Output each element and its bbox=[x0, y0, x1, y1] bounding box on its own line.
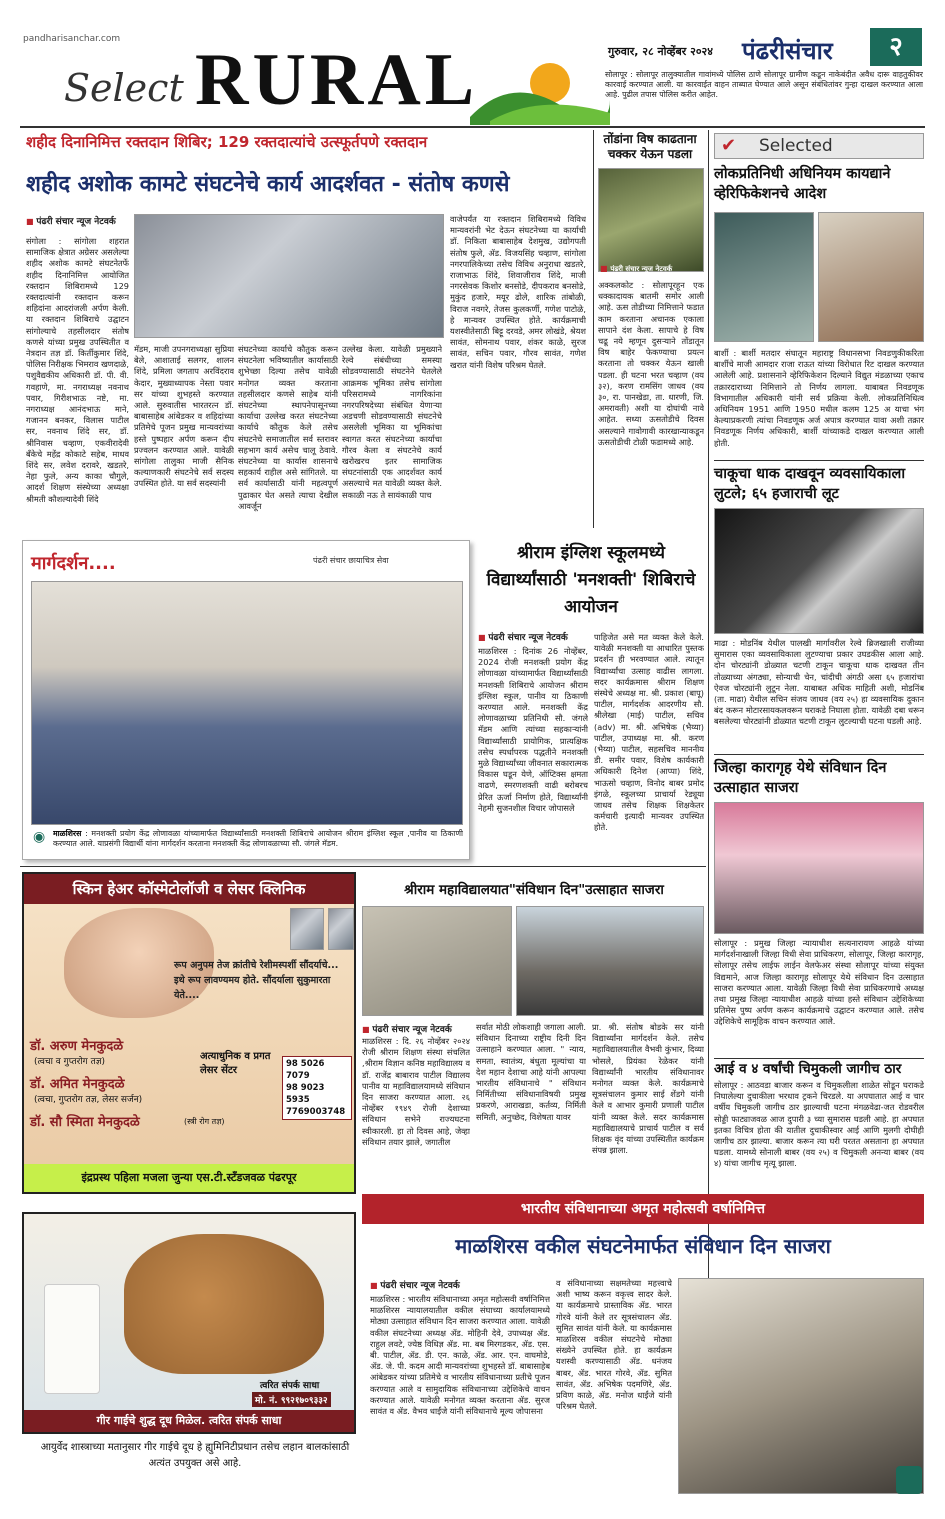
doctor-photo-2 bbox=[328, 908, 354, 950]
lawyers-byline: ■ पंढरी संचार न्यूज नेटवर्क bbox=[370, 1278, 460, 1291]
lawyers-col-2: व संविधानाच्या सक्षमतेच्या महत्त्वाचे अशी भाष्य करून वकृत्त्व सादर केले. या कार्यक्रमाचे प्रास्ताविक ॲड. भारत गोरवे यांनी केले तर सूत्रसंचालन ॲड. सुमित सावंत यांनी केले. या कार्यक्रमास माळशिरस वकील संघटनेचे मोठ्या संख्येने उपस्थित होते. हा कार्यक्रम यशस्वी करण्यासाठी ॲड. धनंजय बाबर, ॲड. भारत गोरवे, ॲड. सुमित सावंत, ॲड. अभिषेक पदमणिरे, ॲड. प्रविण काळे, ॲड. मनोज धाईंजे यांनी परिश्रम घेतले. bbox=[556, 1278, 672, 1412]
snake-caption: ■ पंढरी संचार न्यूज नेटवर्क bbox=[600, 264, 672, 274]
rule-r3 bbox=[714, 1058, 924, 1059]
milk-contact: त्वरित संपर्क साधा bbox=[260, 1381, 320, 1391]
selected-body: बार्शी : बार्शी मतदार संघातून महाराष्ट्र विधानसभा निवडणुकीकरिता बार्शीचे माजी आमदार राजा राऊत यांच्या विरोधात रिट दाखल करण्यात आलेली आहे. प्रशासनाने व्हेरिफिकेशन दिल्याने विद्युत मंडळाच्या एकाच तक्रारदाराच्या निमित्ताने तो निर्णय लागला. याबाबत निवडणूक विभागातील अधिकारी यांनी सर्व प्रक्रिया केली. लोकप्रतिनिधित्व अधिनियम 1951 आणि 1950 मधील कलम 125 अ याचा भंग केल्याप्रकरणी त्यांचा निवडणूक अर्ज अपात्र करण्यात यावा अशी तक्रार निवडणूक निर्णय अधिकारी, बार्शी यांच्याकडे दाखल करण्यात आली होती. bbox=[714, 348, 924, 448]
margdarshan-caption: माळशिरस : मनशक्ती प्रयोग केंद्र लोणावळा यांच्यामार्फत विद्यार्थ्यांसाठी मनशक्ती शिबिराचे आयोजन श्रीराम इंग्लिश स्कूल ,पानीव या ठिकाणी करण्यात आले. याप्रसंगी विद्यार्थी यांना मार्गदर्शन करताना मनशक्ती केंद्र लोणावळाच्या सौ. जंगले मॅडम. bbox=[53, 829, 463, 848]
shriram-headline: श्रीराम इंग्लिश स्कूलमध्ये विद्यार्थ्यांसाठी 'मनशक्ती' शिबिराचे आयोजन bbox=[486, 543, 696, 617]
lead-col-1: संगोला : सांगोला शहरात सामाजिक क्षेत्रात अग्रेसर असलेल्या शहीद अशोक कामटे संघटनेतर्फे शहीद दिनानिमित्त आयोजित रक्तदान शिबिरामध्ये 129 रक्तदात्यांनी रक्तदान करून शहिदांना आदरांजली अर्पण केली. या रक्तदान शिबिराचे उद्घाटन सांगोल्याचे तहसीलदार संतोष कणसे यांच्या प्रमुख उपस्थितीत व नेत्रदान तज्ञ डॉ. किर्तीकुमार शिंदे, पोलिस निरीक्षक भिमराव खणदाळे, पशुवैद्यकीय अधिकारी डॉ. पी. वी. गवहाणे, मा. नगराध्यक्ष नवनाथ पवार, गिरीशभाऊ नष्टे, मा. नगराध्यक्ष आनंदभाऊ माने, गजानन बनकर, विलास पाटील सर, नवनाथ शिंदे सर, डॉ. श्रीनिवास चव्हाण, एकवीरादेवी बँकेचे महेंद्र कोकाटे सहेब, माधव शिंदे सर, लवेश दरावरे, खडतरे, नेहा फुले, अन्य काका चौगुले, आदर्श शिक्षण संस्थेच्या अध्यक्षा श्रीमती कौशल्यादेवी शिंदे bbox=[26, 236, 129, 504]
robbery-body: माढा : मोडनिंब येथील पालखी मार्गावरील रेल्वे ब्रिजखाली राजीव्या सुमारास एका व्यवसायिकाला लुटण्याचा प्रकार उघडकीस आला आहे. दोन चोरट्यांनी डोळ्यात चटणी टाकून चाकूचा धाक दाखवत तीन तोळ्याच्या अंगठ्या, सोन्याची चेन, चांदीची अंगठी असा ६५ हजारांचा ऐवज चोरट्यांनी लुटून नेला. याबाबत अधिक माहिती अशी, मोडनिंब (ता. माढा) येथील सचिन संजय जाधव (वय २५) हा व्यवसायिक दुकान बंद करून मोटारसायकलवरून घराकडे निघाला होता. यावेळी दबा धरून बसलेल्या चोरट्यांनी डोळ्यात चटणी टाकून लुटल्याची घटना घडली आहे. bbox=[714, 638, 924, 727]
selected-headline: लोकप्रतिनिधी अधिनियम कायद्याने व्हेरिफिकेशनचे आदेश bbox=[714, 166, 891, 202]
clinic-ad[interactable] bbox=[22, 872, 356, 1194]
doctor-2-name: डॉ. अमित मेनकुदळे bbox=[30, 1077, 125, 1092]
doctor-3-spec: (स्त्री रोग तज्ञ) bbox=[184, 1117, 225, 1126]
jail-headline: जिल्हा कारागृह येथे संविधान दिन उत्साहात साजरा bbox=[714, 760, 887, 796]
phone-2[interactable]: 98 9023 5935 bbox=[286, 1083, 325, 1105]
college-col-1: माळशिरस : दि. २६ नोव्हेंबर २०२४ रोजी श्रीराम शिक्षण संस्था संचलित ,श्रीराम विज्ञान कनिष्ठ महाविद्यालय व डॉ. राजेंद्र बाबाराव पाटील विद्यालय पानीव या महाविद्यालयामध्ये संविधान दिन साजरा करण्यात आला. २६ नोव्हेंबर १९४९ रोजी देशाच्या संविधान सभेने राज्यघटना स्वीकारली. हा तो दिवस आहे, जेव्हा संविधान तयार झाले, जगातील bbox=[362, 1036, 470, 1147]
lead-headline: शहीद अशोक कामटे संघटनेचे कार्य आदर्शवत - संतोष कणसे bbox=[26, 172, 510, 197]
rule-r1 bbox=[714, 460, 924, 461]
rule-r2 bbox=[714, 754, 924, 755]
doctor-3-name: डॉ. सौ स्मिता मेनकुदळे bbox=[30, 1115, 140, 1130]
doctor-1-spec: (त्वचा व गुप्तरोग तज्ञ) bbox=[34, 1057, 105, 1067]
lead-byline: ■ पंढरी संचार न्यूज नेटवर्क bbox=[26, 214, 116, 227]
site-url[interactable]: pandharisanchar.com bbox=[23, 34, 121, 44]
lead-col-4: उल्लेख केला. यावेळी प्रमुख्याने रेल्वे संबंधीच्या समस्या सोडवण्यासाठी संघटनेने घेतलेले आक्रमक भूमिका तसेच सांगोला परिसरामध्ये नागरिकांना नगरपरिषदेच्या संबंधित येणार्‍या अडचणी सोडवण्यासाठी संघटनेचे असलेली भूमिका या भूमिकांचा स्वागत करत संघटनेच्या कार्याचा गौरव केला व संघटनेचे कार्य खरोखरच इतर सामाजिक संघटनांसाठी एक आदर्शवत कार्य असल्याचे मत यावेळी व्यक्त केले. सकाळी नऊ ते सायंकाळी पाच bbox=[342, 344, 442, 500]
college-photo-2[interactable] bbox=[516, 906, 704, 1016]
clinic-title: स्किन हेअर कॉस्मेटोलॉजी व लेसर क्लिनिक bbox=[24, 874, 354, 904]
jail-body: सोलापूर : प्रमुख जिल्हा न्यायाधीश सत्यनारायण आहळे यांच्या मार्गदर्शनाखाली जिल्हा विधी सेवा प्राधिकरण, सोलापूर, जिल्हा कारागृह, सोलापूर तसेच लाईफ लाईन वेलफेअर संस्था सोलापूर यांच्या संयुक्त विद्यमाने, आज जिल्हा कारागृह सोलापूर येथे संविधान दिन उत्साहात साजरा करण्यात आला. यावेळी जिल्हा विधी सेवा प्राधिकरणाचे अध्यक्ष तथा प्रमुख जिल्हा न्यायाधीश आहळे यांच्या हस्ते संविधान उद्देशिकेच्या प्रतिमेस पुष्प अर्पण करून कार्यक्रमाचे उद्घाटन करण्यात आले. तसेच उद्देशिकेचे सामूहिक वाचन करण्यात आले. bbox=[714, 938, 924, 1027]
lawyers-col-1: माळशिरस : भारतीय संविधानाच्या अमृत महोत्सवी वर्षानिमित्त माळशिरस न्यायालयातील वकील संघाच्या कार्यालयामध्ये मोठ्या उत्साहात संविधान दिन साजरा करण्यात आला. यावेळी वकील संघटनेच्या अध्यक्ष ॲड. मोहिनी देवे, उपाध्यक्ष ॲड. राहुल लवटे, ज्येष्ठ विधिज्ञ ॲड. मा. बब मिरगडकर, ॲड. एस. बी. पाटील, ॲड. डी. एन. काळे, ॲड. आर. एन. वाघमोडे, ॲड. जे. पी. कदम आदी मान्यवरांच्या शुभहस्ते डॉ. बाबासाहेब आंबेडकर यांच्या प्रतिमेचे व भारतीय संविधानाच्या प्रतीचे पूजन करण्यात आले व सामुदायिक संविधानाच्या उद्देशिकेचे वाचन करण्यात आले. यावेळी मनोगत व्यक्त करताना ॲड. सुरज सावंत व ॲड. वैभव धाईंजे यांनी संविधानाचे मूल्य जोपासना bbox=[370, 1294, 550, 1417]
robbery-photo[interactable] bbox=[714, 508, 924, 634]
child-body: सोलापूर : आठवडा बाजार करून व चिमुकलीला शाळेत सोडून घराकडे निघालेल्या दुचाकीला भरधाव ट्रकने चिरडले. या अपघातात आई व चार वर्षीय चिमुकली जागीच ठार झाल्याची घटना मंगळवेढा-जत रोडवरील सोड्डी फाट्याजवळ आज दुपारी ३ च्या सुमारास घडली आहे. हा अपघात इतका विचित्र होता की यातील दुचाकीस्वार आई आणि मुलगी दोघीही जागीच ठार झाल्या. बाजार करून त्या घरी परतत असताना हा अपघात घडला. यामध्ये सोनाली बाबर (वय २५) व चिमुकली अनन्या बाबर (वय ४) यांचा जागीच मृत्यू झाला. bbox=[714, 1080, 924, 1169]
lawyers-photo[interactable] bbox=[678, 1278, 924, 1494]
margdarshan-caption-text: मनशक्ती प्रयोग केंद्र लोणावळा यांच्यामार्फत विद्यार्थ्यांसाठी मनशक्ती शिबिराचे आयोजन श्रीराम इंग्लिश स्कूल ,पानीव या ठिकाणी करण्यात आले. याप्रसंगी विद्यार्थी यांना मार्गदर्शन करताना मनशक्ती केंद्र लोणावळाच्या सौ. जंगले मॅडम. bbox=[53, 829, 463, 848]
milk-glass-icon bbox=[44, 1284, 100, 1394]
margdarshan-label: मार्गदर्शन.... bbox=[31, 553, 116, 574]
brand-script: Select bbox=[64, 66, 184, 110]
shriram-col-1: माळशिरस : दिनांक 26 नोव्हेंबर, 2024 रोजी मनशक्ती प्रयोग केंद्र लोणावळा यांच्यामार्फत विद्यार्थ्यांसाठी मनशक्ती शिबिराचे आयोजन श्रीराम इंग्लिश स्कूल, पानीव या ठिकाणी करण्यात आले. मनशक्ती केंद्र लोणावळाच्या प्रतिनिधी सौ. जंगले मॅडम आणि त्यांच्या सहकाऱ्यांनी विद्यार्थ्यांसाठी प्रायोगिक, प्रात्यक्षिक तसेच स्पर्धापरक पद्धतीने मनशक्ती मुळे विद्यार्थ्यांच्या जीवनात सकारात्मक विकास घडून येणे, ऑप्टिक्स क्षमता वाढणे, स्मरणशक्ती वाढी बरोबरच प्रेरित ऊर्जा निर्माण होते, विद्यार्थ्यांनी नेहमी सुजनशील विचार जोपासले bbox=[478, 646, 588, 813]
clinic-address: इंद्रप्रस्थ पहिला मजला जुन्या एस.टी.स्टँडजवळ पंढरपूर bbox=[24, 1164, 354, 1192]
college-photo-1[interactable] bbox=[362, 906, 512, 1016]
pandhari-sanchar-badge-icon bbox=[896, 1466, 922, 1494]
rule-mid bbox=[20, 866, 706, 867]
college-col-2: सर्वात मोठी लोकशाही जगाला आली. संविधान दिनाच्या राष्ट्रीय दिनी दिन उत्साहाने करण्यात आला. " न्याय, समता, स्वातंत्र्य, बंधुता मूल्यांचा या देश महान देशाचा आहे यांनी आपल्या भारतीय संविधानाचे " संविधान निर्मितीच्या संविधानाविषयी प्रमुख प्रकरणे, आराखडा, कर्तव्य, निर्मिती समिती, अनुच्छेद, विशेषता यावर bbox=[476, 1022, 586, 1122]
college-col-3: प्रा. श्री. संतोष बोडके सर यांनी विद्यार्थ्यांना मार्गदर्शन केले. तसेच महाविद्यालयातील वैभवी कुंभार, दिव्या भोसले, प्रियंका रेळेकर यांनी विद्यार्थ्यांनी भारतीय संविधानावर मनोगत व्यक्त केले. कार्यक्रमाचे सूत्रसंचालन कुमार साई शेंडगे यांनी केले व आभार कुमारी प्रणाली पाटील यांनी व्यक्त केले. सदर कार्यक्रमास महाविद्यालयाचे प्राचार्य पाटील व सर्व शिक्षक वृंद यांच्या उपस्थितीत कार्यक्रम संपन्न झाला. bbox=[592, 1022, 704, 1156]
robbery-headline: चाकूचा धाक दाखवून व्यवसायिकाला लुटले; ६५ हजाराची लूट bbox=[714, 466, 906, 502]
snake-body: अक्कलकोट : सोलापूरहून एक धक्कादायक बातमी समोर आली आहे. ऊस तोडीच्या निमित्ताने फडात काम करताना अचानक एकाला सापाने दंश केला. सापाचे हे विष चढू नये म्हणून दुसऱ्याने तोंडातून विष बाहेर फेकण्याचा प्रयत्न करताना तो चक्कर येऊन खाली पडला. ही घटना भरत चव्हाण (वय ३२), करण रामसिंग जाधव (वय ३०, रा. पानखेडा, ता. धारणी, जि. अमरावती) अशी या दोघांची नावे आहेत. सध्या ऊसतोडीचे दिवस असल्याने गावोगावी कारखान्याकडून ऊसतोडीची टोळी फडामध्ये आहे. bbox=[598, 280, 704, 447]
snake-headline: तोंडांना विष काढताना चक्कर येऊन पडला bbox=[603, 132, 697, 161]
issue-date: गुरुवार, २८ नोव्हेंबर २०२४ bbox=[608, 45, 713, 58]
selected-label: Selected bbox=[759, 136, 833, 156]
selected-photo-2[interactable] bbox=[818, 212, 924, 342]
divider-v1 bbox=[593, 130, 594, 528]
shriram-col-2: पाहिजेत असे मत व्यक्त केले केले. यावेळी मनशक्ती या आधारित पुस्तक प्रदर्शन ही भरवण्यात आले. त्यातून विद्यार्थ्यांचा उत्साह वाढीस लागला. सदर कार्यक्रमास श्रीराम शिक्षण संस्थेचे अध्यक्ष मा. श्री. प्रकाश (बापू) पाटील, मार्गदर्शक आदरणीय सौ. श्रीलेखा (माई) पाटील, सचिव (adv) मा. श्री. अभिषेक (भैय्या) पाटील, उपाध्यक्ष मा. श्री. करण (भैय्या) पाटील, सहसचिव माननीय डी. समीर पवार, विशेष कार्यकारी अधिकारी दिनेश (आप्पा) शिंदे, भाऊसो चव्हाण, विनोद बाबर प्रमोद इंगळे, स्कूलच्या प्राचार्या रेड्यूया जाधव तसेच शिक्षक शिक्षकेतर कर्मचारी इत्यादी मान्यवर उपस्थित होते. bbox=[594, 632, 704, 833]
phone-1[interactable]: 98 5026 7079 bbox=[286, 1059, 325, 1081]
phone-3[interactable]: 7769003748 bbox=[286, 1107, 346, 1117]
lawyers-headline: माळशिरस वकील संघटनेमार्फत संविधान दिन साजरा bbox=[455, 1234, 831, 1258]
milk-banner: गीर गाईचे शुद्ध दूध मिळेल. त्वरित संपर्क साधा bbox=[24, 1410, 354, 1432]
doctor-2-spec: (त्वचा, गुप्तरोग तज्ञ, लेसर सर्जन) bbox=[34, 1095, 143, 1105]
margdarshan-box bbox=[22, 540, 470, 860]
margdarshan-photo[interactable] bbox=[31, 581, 463, 825]
lead-kicker: शहीद दिनानिमित्त रक्तदान शिबिर; 129 रक्तदात्यांचे उत्स्फूर्तपणे रक्तदान bbox=[26, 133, 428, 151]
page-number: २ bbox=[870, 28, 922, 66]
top-news: सोलापूर : सोलापूर तालुक्यातील गावांमध्ये पोलिस ठाणे सोलापूर ग्रामीण कडून नाकेबंदीत अवैध दारू वाहतुकीवर कारवाई करण्यात आली. या कारवाईत वाहन ताब्यात घेण्यात आले असून संबंधितांवर गुन्हा दाखल करण्यात आला आहे. पुढील तपास पोलिस करीत आहेत. bbox=[605, 70, 923, 99]
doctor-photo-1 bbox=[290, 908, 324, 950]
margdarshan-service: पंढरी संचार छायाचित्र सेवा bbox=[313, 556, 389, 565]
selected-header bbox=[714, 133, 924, 159]
milk-note: आयुर्वेद शास्त्राच्या मतानुसार गीर गाईचे दूध हे ह्युमिनिटीप्रधान तसेच लहान बालकांसाठी अत्यंत उपयुक्त असे आहे. bbox=[40, 1442, 350, 1469]
cow-illustration bbox=[124, 1234, 324, 1374]
phone-block[interactable] bbox=[282, 1056, 352, 1120]
college-headline: श्रीराम महाविद्यालयात"संविधान दिन"उत्साहात साजरा bbox=[404, 882, 664, 898]
selected-photo-1[interactable] bbox=[714, 212, 814, 342]
snake-photo[interactable] bbox=[598, 168, 704, 272]
clinic-center: अत्याधुनिक व प्रगत लेसर सेंटर bbox=[200, 1051, 271, 1076]
masthead-rule bbox=[20, 126, 925, 128]
divider-v2 bbox=[708, 130, 709, 1360]
child-headline: आई व ४ वर्षांची चिमुकली जागीच ठार bbox=[714, 1061, 902, 1077]
college-byline: ■ पंढरी संचार न्यूज नेटवर्क bbox=[362, 1022, 452, 1035]
camera-icon: ◉ bbox=[33, 829, 46, 845]
lawyers-kicker: भारतीय संविधानाच्या अमृत महोत्सवी वर्षानिमित्त bbox=[362, 1194, 924, 1224]
brand-main: RURAL bbox=[195, 39, 479, 121]
checkmark-icon: ✔ bbox=[721, 135, 737, 156]
paper-name: पंढरीसंचार bbox=[742, 37, 833, 65]
margdarshan-caption-place: माळशिरस bbox=[53, 829, 82, 838]
shriram-byline: ■ पंढरी संचार न्यूज नेटवर्क bbox=[478, 630, 568, 643]
lead-col-3: संघटनेच्या कार्याचे कौतुक करून संघटनेला भविष्यातील कार्यासाठी शुभेच्छा दिल्या तसेच यावेळी मनोगत व्यक्त करताना तहसीलदार कणसे साहेब यांनी संघटनेच्या स्थापनेपासूनच्या कार्याचा उल्लेख करत संघटनेच्या कार्याचे कौतुक केले तसेच संघटनेचे समाजातील सर्व स्तरावर सहभाग कार्य असेच चालू ठेवावे. संघटनेच्या या कार्यास शासनाचे सहकार्य राहील असे सांगितले. या सर्व कार्यासाठी यांनी महत्वपूर्ण पुढाकार घेत असते त्याचा देखील आवर्जून bbox=[238, 344, 338, 511]
clinic-tagline: रूप अनुपम तेज क्रांतीचे रेशीमस्पर्शी सौंदर्याचे... इथे रूप लावण्यमय होते. सौंदर्याला सुकुमारता येते.... bbox=[174, 960, 339, 1001]
milk-mobile[interactable]: मो. नं. ९९२१७०९३३२ bbox=[252, 1392, 331, 1407]
milk-ad[interactable] bbox=[22, 1212, 356, 1434]
lead-col-2: मॅडम, माजी उपनगराध्यक्षा सुप्रिया बेले, आशाताई सलगर, शालन शिंदे, प्रमिला जगताप अरविंदराव केदार, मुख्याध्यापक नेस्ता पवार सर यांच्या शुभहस्ते करण्यात आले. सुरुवातीस भारतरत्न डॉ. बाबासाहेब आंबेडकर व शहिदांच्या प्रतिमेचे पूजन प्रमुख मान्यवरांच्या हस्ते पुष्पहार अर्पण करून दीप प्रज्वलन करण्यात आले. यावेळी सांगोला तालुका माजी सैनिक कल्याणकारी संघटनेचे सर्व सदस्य उपस्थित होते. या सर्व सदस्यांनी bbox=[134, 344, 234, 489]
doctor-1-name: डॉ. अरुण मेनकुदळे bbox=[30, 1039, 124, 1054]
jail-photo[interactable] bbox=[714, 802, 924, 934]
masthead bbox=[0, 0, 945, 128]
lead-col-5: वाजेपर्यंत या रक्तदान शिबिरामध्ये विविध मान्यवरांनी भेट देऊन संघटनेच्या या कार्याची डॉ. निकिता बाबासाहेब देशमुख, उद्योगपती संतोष फुले, ॲड. विजयसिंह चव्हाण, सांगोला नगरपालिकेच्या तसेच विविध अनुराधा खडतरे, राजाभाऊ शिंदे, शिवाजीराव शिंदे, माजी नगरसेवक किशोर बनसोडे, दीपकराव बनसोडे, मुकुंद हजारे, मयूर ढोले, शारिक तांबोळी, विराज नवगरे, तेजस कुलकर्णी, गणेश पाटोळे, हे मान्यवर उपस्थित होते. कार्यक्रमाची यशस्वीतेसाठी बिट्टू दरवडे, अमर लोखंडे, श्रेयश सावंत, सोमनाथ पवार, शंकर काळे, सुरज सावंत, सचिन पवार, गौरव सावंत, गणेश खरात यांनी विशेष परिश्रम घेतले. bbox=[450, 214, 586, 370]
hills-logo-icon bbox=[470, 55, 610, 125]
lead-photo[interactable] bbox=[134, 214, 444, 338]
